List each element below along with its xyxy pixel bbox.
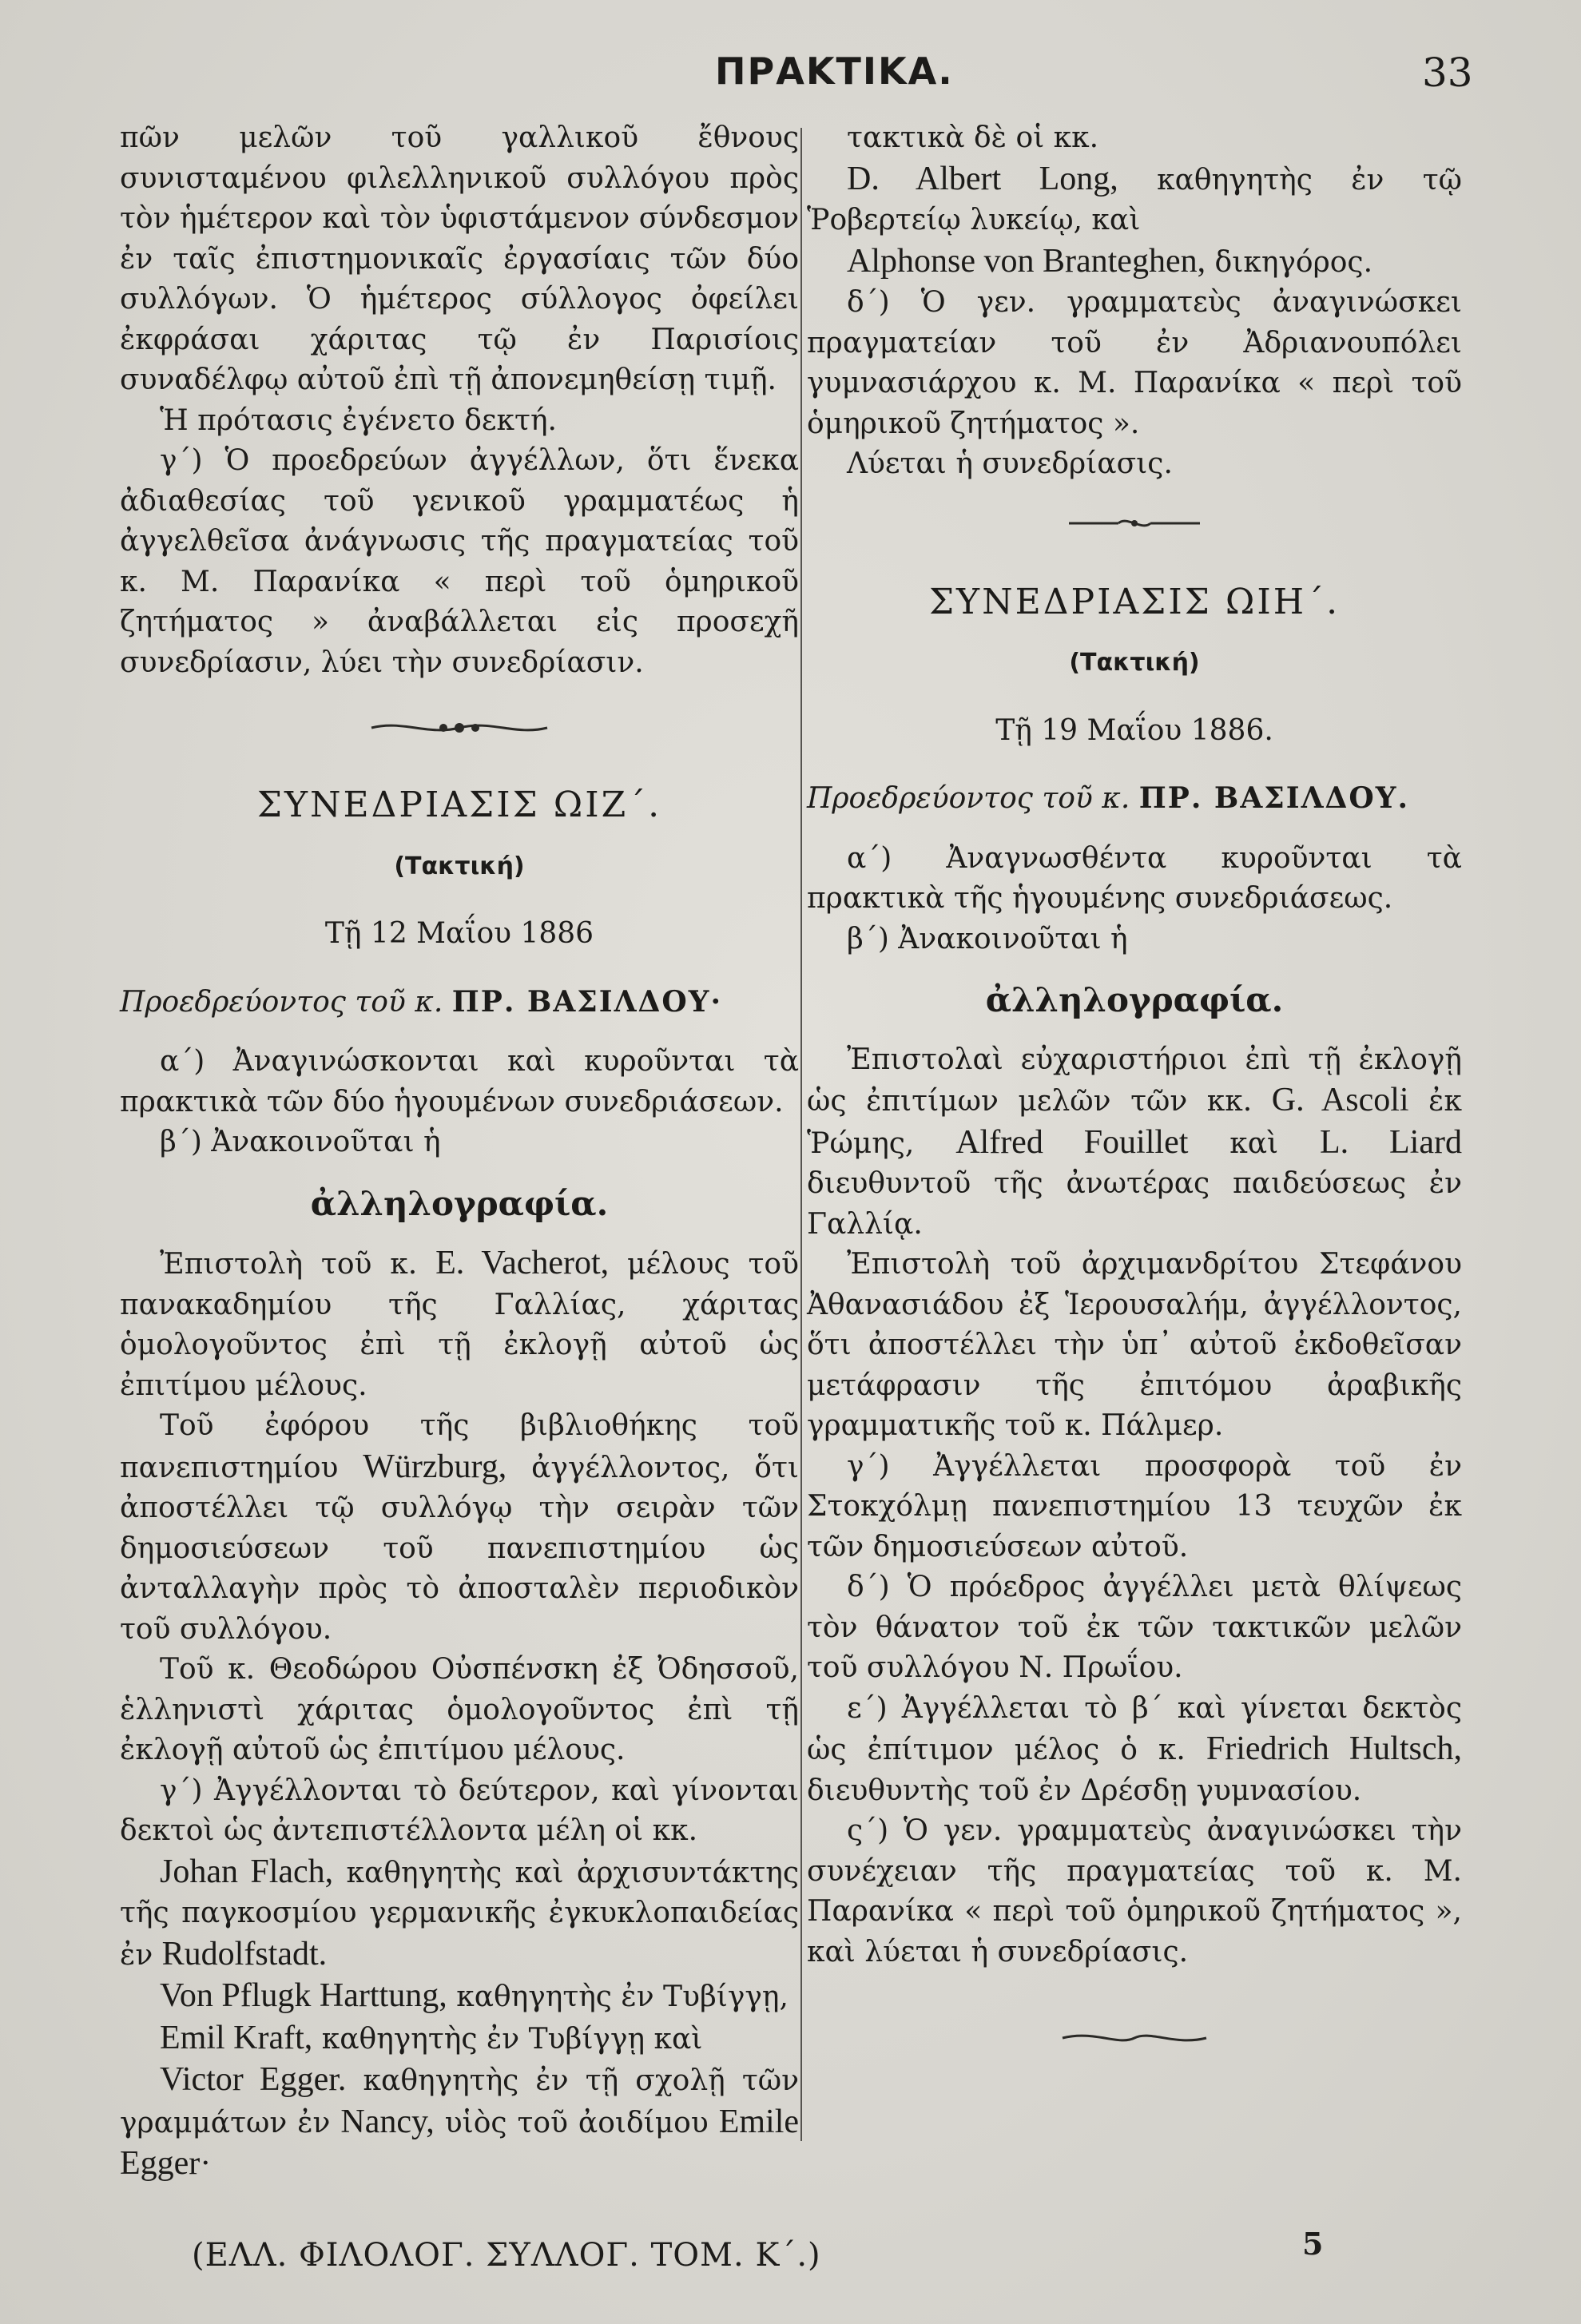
letters-suffix: διευθυντοῦ τῆς ἀνωτέρας παιδεύσεως ἐν Γαλλίᾳ. <box>807 1167 1462 1241</box>
member-4-place: Nancy, <box>340 2103 435 2140</box>
ornament-divider-end <box>807 2028 1462 2052</box>
correspondence-heading: ἀλληλογραφία. <box>310 1183 609 1223</box>
member-4-name: Victor Egger. <box>160 2061 347 2098</box>
president-name-right: ΠΡ. ΒΑΣΙΛΔΟΥ. <box>1138 781 1410 815</box>
left-column <box>120 118 799 2186</box>
item-epsilon-prefix: ε΄) Ἀγγέλλεται τὸ β΄ καὶ γίνεται δεκτὸς ὡς ἐπίτιμον μέλος ὁ κ. <box>807 1691 1462 1766</box>
member-2-desc: καθηγητὴς ἐν Τυβίγγῃ, <box>456 1980 789 2013</box>
letters-name-ascoli: G. Ascoli <box>1271 1082 1409 1118</box>
item-alpha: α΄) Ἀναγινώσκονται καὶ κυροῦνται τὰ πρακτικὰ τῶν δύο ἡγουμένων συνεδριάσεων. <box>120 1045 799 1118</box>
item-gamma-right: γ΄) Ἀγγέλλεται προσφορὰ τοῦ ἐν Στοκχόλμῃ πανεπιστημίου 13 τευχῶν ἐκ τῶν δημοσιεύσεων αὐτοῦ. <box>807 1449 1462 1563</box>
session-date-right: Τῇ 19 Μαΐου 1886. <box>995 713 1273 747</box>
letter-2-name: Würzburg, <box>363 1448 507 1485</box>
session-title-817: ΣΥΝΕΔΡΙΑΣΙΣ ΩΙΖ΄. <box>256 785 662 825</box>
item-gamma: γ΄) Ὁ προεδρεύων ἀγγέλλων, ὅτι ἕνεκα ἀδιαθεσίας τοῦ γενικοῦ γραμματέως ἡ ἀγγελθεῖσα ἀνάγνωσις τῆς πραγματείας τοῦ κ. Μ. Παρανίκα « περὶ τοῦ ὁμηρικοῦ ζητήματος » ἀναβάλλεται εἰς προσεχῆ συνεδρίασιν, λύει τὴν συνεδρίασιν. <box>120 444 799 679</box>
letter-1-prefix: Ἐπιστολὴ τοῦ κ. <box>160 1248 418 1281</box>
session-date: Τῇ 12 Μαΐου 1886 <box>324 917 594 950</box>
member-1-place: Rudolfstadt. <box>161 1935 328 1972</box>
running-head <box>0 50 1581 105</box>
letter-archimandrite: Ἐπιστολὴ τοῦ ἀρχιμανδρίτου Στεφάνου Ἀθανασιάδου ἐξ Ἱερουσαλήμ, ἀγγέλλοντος, ὅτι ἀποστέλλει τὴν ὑπ᾽ αὐτοῦ ἐκδοθεῖσαν μετάφρασιν τῆς ἐπιτόμου ἀραβικῆς γραμματικῆς τοῦ κ. Πάλμερ. <box>807 1248 1462 1442</box>
member-branteghen <box>807 241 1462 284</box>
item-delta-2: δ΄) Ὁ πρόεδρος ἀγγέλλει μετὰ θλίψεως τὸν θάνατον τοῦ ἐκ τῶν τακτικῶν μελῶν τοῦ συλλόγου Ν. Πρωΐου. <box>807 1571 1462 1684</box>
member-6-desc: δικηγόρος. <box>1214 245 1373 279</box>
president-line-right <box>807 778 1462 820</box>
session-type: (Τακτική) <box>394 852 525 880</box>
session-title-818: ΣΥΝΕΔΡΙΑΣΙΣ ΩΙΗ΄. <box>928 581 1341 622</box>
ornament-icon <box>1055 2028 1214 2048</box>
member-5-desc: καθηγητὴς ἐν τῷ Ῥοβερτείῳ λυκείῳ, καὶ <box>807 163 1462 236</box>
member-4-suffix: υἱὸς τοῦ ἀοιδίμου <box>444 2106 709 2139</box>
member-flach <box>120 1852 799 1976</box>
letter-uspensky: Τοῦ κ. Θεοδώρου Οὐσπένσκη ἐξ Ὀδησσοῦ, ἑλληνιστὶ χάριτας ὁμολογοῦντος ἐπὶ τῇ ἐκλογῇ αὐτοῦ ὡς ἐπιτίμου μέλους. <box>120 1653 799 1766</box>
signature-mark: 5 <box>1302 2226 1324 2262</box>
item-beta-right: β΄) Ἀνακοινοῦται ἡ <box>847 922 1128 955</box>
intro-paragraph: πῶν μελῶν τοῦ γαλλικοῦ ἔθνους συνισταμένου φιλελληνικοῦ συλλόγου πρὸς τὸν ἡμέτερον καὶ τὸν ὑφιστάμενον σύνδεσμον ἐν ταῖς ἐπιστημονικαῖς ἐργασίαις τῶν δύο συλλόγων. Ὁ ἡμέτερος σύλλογος ὀφείλει ἐκφράσαι χάριτας τῷ ἐν Παρισίοις συναδέλφῳ αὐτοῦ ἐπὶ τῇ ἀπονεμηθείσῃ τιμῇ. <box>120 121 799 396</box>
letter-1-suffix: μέλους τοῦ πανακαδημίου τῆς Γαλλίας, χάριτας ὁμολογοῦντος ἐπὶ τῇ ἐκλογῇ αὐτοῦ ὡς ἐπιτίμου μέλους. <box>120 1248 799 1402</box>
session-closed: Λύεται ἡ συνεδρίασις. <box>847 447 1173 480</box>
letter-1-name: E. Vacherot, <box>435 1245 610 1281</box>
letters-name-liard: L. Liard <box>1319 1123 1462 1161</box>
column-divider <box>800 128 802 2141</box>
member-kraft <box>120 2018 799 2060</box>
member-3-name: Emil Kraft, <box>160 2019 313 2056</box>
letters-name-fouillet: Alfred Fouillet <box>955 1123 1189 1161</box>
letter-wurzburg <box>120 1406 799 1650</box>
right-column <box>807 118 1462 2067</box>
item-delta: δ΄) Ὁ γεν. γραμματεὺς ἀναγινώσκει πραγματείαν τοῦ ἐν Ἀδριανουπόλει γυμνασιάρχου κ. Μ. Παρανίκα « περὶ τοῦ ὁμηρικοῦ ζητήματος ». <box>807 286 1462 440</box>
letter-vacherot <box>120 1243 799 1406</box>
item-epsilon <box>807 1689 1462 1812</box>
item-beta: β΄) Ἀνακοινοῦται ἡ <box>160 1126 441 1158</box>
correspondence-heading-right: ἀλληλογραφία. <box>985 980 1284 1019</box>
letters-mid: ἐκ Ῥώμης, <box>807 1085 1462 1160</box>
ornament-icon <box>363 717 555 739</box>
president-name: ΠΡ. ΒΑΣΙΛΔΟΥ· <box>451 984 723 1019</box>
member-3-desc: καθηγητὴς ἐν Τυβίγγῃ καὶ <box>321 2022 703 2056</box>
page-number: 33 <box>1422 50 1473 96</box>
item-epsilon-suffix: διευθυντὴς τοῦ ἐν Δρέσδῃ γυμνασίου. <box>807 1774 1362 1807</box>
session-type-right: (Τακτική) <box>1069 649 1200 677</box>
member-4-desc: καθηγητὴς ἐν τῇ σχολῇ τῶν γραμμάτων ἐν <box>120 2064 799 2139</box>
member-pflugk <box>120 1976 799 2018</box>
running-title: ΠΡΑΚΤΙΚΑ. <box>715 50 954 93</box>
item-gamma-2: γ΄) Ἀγγέλλονται τὸ δεύτερον, καὶ γίνονται δεκτοὶ ὡς ἀντεπιστέλλοντα μέλη οἱ κκ. <box>120 1774 799 1847</box>
member-1-desc: καθηγητὴς καὶ ἀρχισυντάκτης τῆς παγκοσμίου γερμανικῆς ἐγκυκλοπαιδείας ἐν <box>120 1856 799 1972</box>
member-4-father: Emile Egger· <box>120 2103 800 2182</box>
member-1-name: Johan Flach, <box>160 1853 334 1890</box>
item-alpha-right: α΄) Ἀναγνωσθέντα κυροῦνται τὰ πρακτικὰ τῆς ἡγουμένης συνεδριάσεως. <box>807 841 1462 915</box>
proposal-accepted: Ἡ πρότασις ἐγένετο δεκτή. <box>160 403 557 437</box>
member-2-name: Von Pflugk Harttung, <box>160 1977 447 2014</box>
letters-prefix: Ἐπιστολαὶ εὐχαριστήριοι ἐπὶ τῇ ἐκλογῇ ὡς ἐπιτίμων μελῶν τῶν κκ. <box>807 1043 1462 1118</box>
footer-citation: (ΕΛΛ. ΦΙΛΟΛΟΓ. ΣΥΛΛΟΓ. ΤΟΜ. Κ΄.) <box>192 2237 821 2274</box>
ornament-divider-right <box>807 514 1462 538</box>
letters-and: καὶ <box>1229 1126 1279 1160</box>
member-5-name: D. Albert Long, <box>847 160 1118 197</box>
member-egger <box>120 2060 799 2186</box>
letter-2-suffix: ἀγγέλλοντος, ὅτι ἀποστέλλει τῷ συλλόγῳ τὴν σειρὰν τῶν δημοσιεύσεων τοῦ πανεπιστημίου ὡς ἀνταλλαγὴν πρὸς τὸ ἀποσταλὲν περιοδικὸν τοῦ συλλόγου. <box>120 1451 799 1646</box>
item-stigma: ς΄) Ὁ γεν. γραμματεὺς ἀναγινώσκει τὴν συνέχειαν τῆς πραγματείας τοῦ κ. Μ. Παρανίκα « περὶ τοῦ ὁμηρικοῦ ζητήματος », καὶ λύεται ἡ συνεδρίασις. <box>807 1814 1462 1968</box>
letters-thanks <box>807 1040 1462 1245</box>
president-prefix: Προεδρεύοντος τοῦ κ. <box>120 985 443 1019</box>
member-6-name: Alphonse von Branteghen, <box>847 242 1206 280</box>
letter-2-prefix: Τοῦ ἐφόρου τῆς βιβλιοθήκης τοῦ πανεπιστημίου <box>120 1409 799 1484</box>
item-epsilon-name: Friedrich Hultsch, <box>1206 1730 1463 1767</box>
member-long <box>807 159 1462 241</box>
president-prefix-right: Προεδρεύοντος τοῦ κ. <box>807 782 1130 815</box>
president-line <box>120 982 799 1023</box>
ornament-divider <box>120 717 799 741</box>
ornament-icon <box>1063 514 1206 533</box>
continuation: τακτικὰ δὲ οἱ κκ. <box>847 121 1099 154</box>
